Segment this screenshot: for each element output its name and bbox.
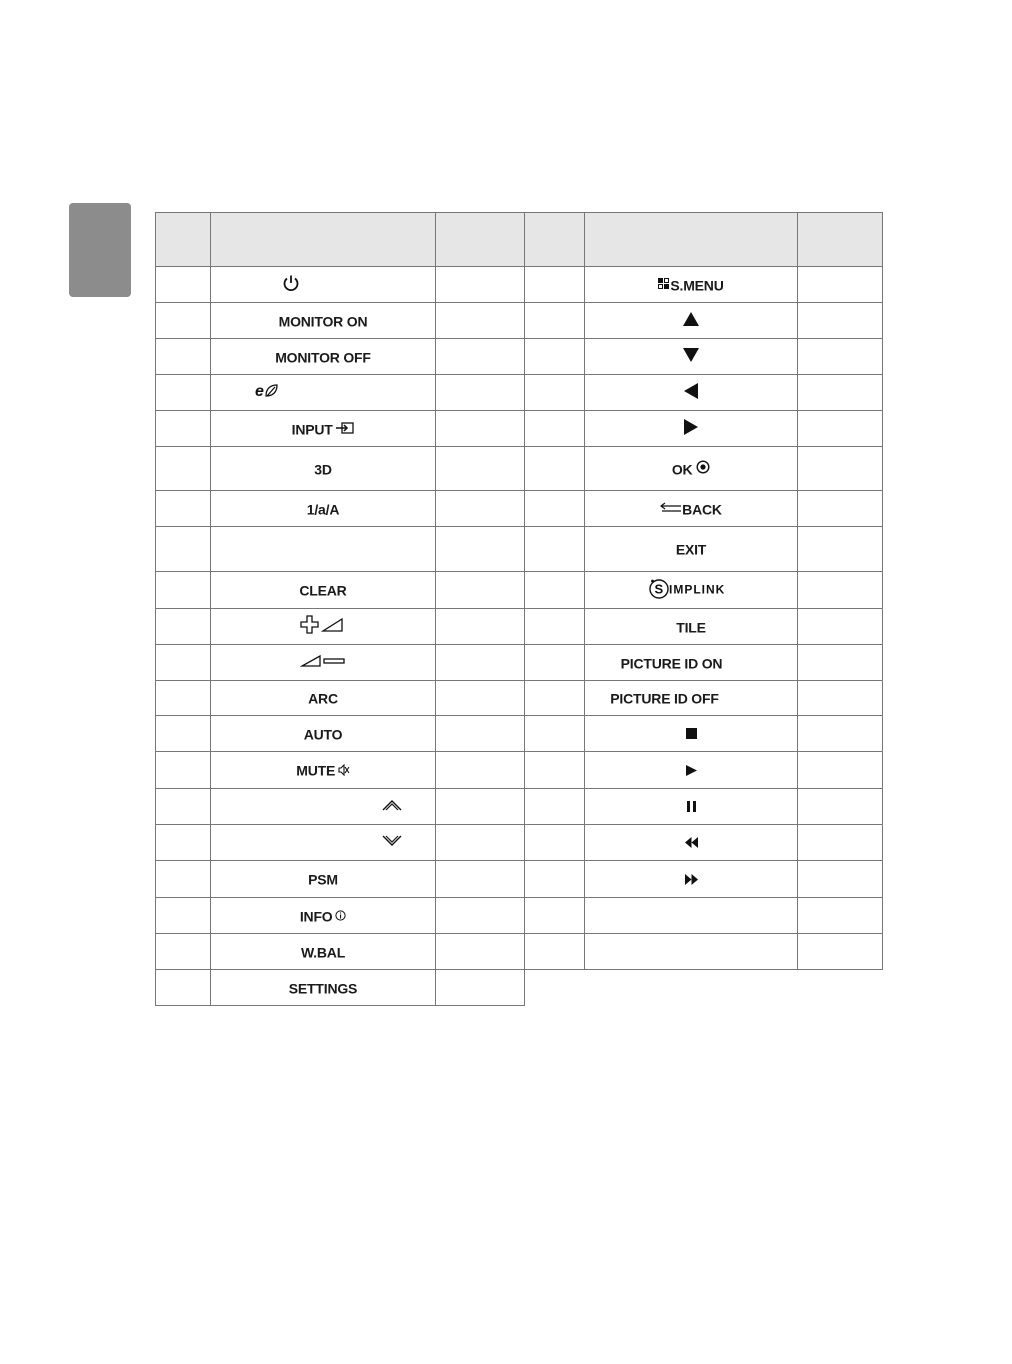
key-label: PICTURE ID OFF [610,690,719,707]
key-label: 1/a/A [306,501,340,518]
energy-saving-icon [255,383,279,402]
key-cell [211,339,436,375]
code-cell [525,447,585,491]
table-row [525,752,883,789]
key-cell [585,447,798,491]
note-cell [436,411,525,447]
code-cell [525,491,585,527]
table-row [156,716,525,752]
table-row [156,934,525,970]
code-cell [156,789,211,825]
key-cell [585,339,798,375]
code-cell [525,339,585,375]
table-row [156,825,525,861]
note-cell [436,267,525,303]
note-cell [436,825,525,861]
note-cell [798,375,883,411]
table-row [525,527,883,572]
key-cell [211,491,436,527]
power-icon [282,274,300,295]
note-cell [436,681,525,716]
key-cell [211,267,436,303]
table-row [156,491,525,527]
note-cell [798,645,883,681]
key-cell [211,447,436,491]
table-row [525,716,883,752]
note-cell [798,861,883,898]
code-cell [156,970,211,1006]
code-cell [156,934,211,970]
note-cell [436,491,525,527]
note-cell [436,609,525,645]
note-cell [436,572,525,609]
key-label: TILE [676,619,706,636]
code-cell [156,572,211,609]
table-row [525,825,883,861]
table-row [525,645,883,681]
note-cell [798,789,883,825]
table-row [525,491,883,527]
mute-icon [338,763,350,779]
key-cell [211,303,436,339]
key-cell [585,527,798,572]
code-cell [156,527,211,572]
key-cell [585,609,798,645]
table-row [525,898,883,934]
table-row [156,527,525,572]
header-cell [525,213,585,267]
table-row [525,303,883,339]
code-cell [156,898,211,934]
table-row [525,339,883,375]
key-cell [211,572,436,609]
table-row [525,861,883,898]
code-cell [156,491,211,527]
table-row [156,572,525,609]
note-cell [436,375,525,411]
simplink-logo [649,578,733,603]
table-row [525,267,883,303]
remote-key-table-right [524,212,883,970]
key-label: MONITOR ON [278,313,368,330]
table-row [525,681,883,716]
note-cell [798,303,883,339]
note-cell [436,716,525,752]
key-cell [211,375,436,411]
table-row [156,609,525,645]
key-cell [211,861,436,898]
note-cell [798,825,883,861]
key-label: BACK [682,501,722,518]
code-cell [525,681,585,716]
key-cell [211,970,436,1006]
code-cell [156,447,211,491]
key-label: W.BAL [300,944,346,961]
note-cell [798,411,883,447]
key-label: 3D [314,461,332,478]
key-label: PSM [308,871,338,888]
code-cell [156,752,211,789]
key-cell [211,527,436,572]
key-cell [211,825,436,861]
note-cell [798,934,883,970]
note-cell [798,609,883,645]
note-cell [436,527,525,572]
note-cell [798,898,883,934]
simplink-text: IMPLINK [669,582,726,596]
fast-forward-icon [685,872,698,888]
note-cell [798,572,883,609]
key-cell [585,752,798,789]
table-row [156,681,525,716]
key-label: CLEAR [299,582,347,599]
key-cell [585,411,798,447]
note-cell [798,681,883,716]
key-cell [211,645,436,681]
code-cell [156,375,211,411]
note-cell [436,645,525,681]
header-cell [585,213,798,267]
code-cell [525,934,585,970]
key-label: INPUT [291,421,333,438]
table-header-row [525,213,883,267]
table-row [156,267,525,303]
table-row [156,789,525,825]
code-cell [525,825,585,861]
code-cell [525,527,585,572]
volume-down-icon [300,654,346,671]
note-cell [436,752,525,789]
table-row [525,447,883,491]
code-cell [156,411,211,447]
key-label: AUTO [303,726,343,743]
key-label: EXIT [675,541,707,558]
remote-key-table-left [155,212,525,1006]
key-label: MUTE [296,762,336,779]
chevron-up-icon [381,798,403,815]
key-label: OK [671,460,693,477]
code-cell [525,375,585,411]
table-row [156,447,525,491]
volume-up-icon [300,615,346,638]
code-cell [156,681,211,716]
table-row [156,752,525,789]
chevron-down-icon [381,834,403,851]
table-row [156,861,525,898]
note-cell [436,934,525,970]
code-cell [525,303,585,339]
table-row [525,411,883,447]
arrow-right-icon [683,418,699,439]
key-cell [211,934,436,970]
table-row [156,339,525,375]
note-cell [798,752,883,789]
table-row [525,375,883,411]
key-cell [211,411,436,447]
code-cell [525,609,585,645]
table-row [525,934,883,970]
table-row [156,645,525,681]
header-cell [156,213,211,267]
key-cell [211,609,436,645]
note-cell [436,789,525,825]
key-cell [211,681,436,716]
table-row [525,609,883,645]
key-cell [585,898,798,934]
code-cell [156,609,211,645]
key-cell [585,491,798,527]
header-cell [798,213,883,267]
stop-icon [686,726,697,742]
svg-text:S: S [654,581,663,596]
code-cell [525,789,585,825]
smenu-icon [658,277,670,293]
back-icon [660,501,682,517]
note-cell [798,491,883,527]
header-cell [211,213,436,267]
code-cell [525,411,585,447]
key-cell [585,789,798,825]
key-cell [211,898,436,934]
key-label: INFO [299,908,333,925]
arrow-down-icon [682,347,700,366]
code-cell [156,825,211,861]
note-cell [798,267,883,303]
code-cell [156,267,211,303]
svg-text:e: e [255,383,264,399]
code-cell [156,339,211,375]
table-header-row [156,213,525,267]
arrow-up-icon [682,311,700,330]
key-cell [585,303,798,339]
table-row [156,411,525,447]
code-cell [525,572,585,609]
key-cell [585,572,798,609]
code-cell [525,716,585,752]
table-row [525,572,883,609]
key-cell [585,861,798,898]
rewind-icon [685,835,698,851]
note-cell [436,447,525,491]
code-cell [156,861,211,898]
header-cell [436,213,525,267]
key-label: SETTINGS [288,980,358,997]
input-icon [336,421,354,437]
table-row [156,970,525,1006]
note-cell [436,970,525,1006]
table-row [156,898,525,934]
note-cell [798,339,883,375]
table-row [525,789,883,825]
key-cell [585,645,798,681]
key-cell [211,789,436,825]
code-cell [156,716,211,752]
key-cell [585,681,798,716]
ok-icon [696,460,710,477]
table-row [156,375,525,411]
note-cell [436,898,525,934]
code-cell [525,267,585,303]
pause-icon [687,799,696,815]
note-cell [798,447,883,491]
note-cell [798,716,883,752]
key-label: ARC [308,690,338,707]
note-cell [798,527,883,572]
code-cell [525,898,585,934]
code-cell [525,861,585,898]
code-cell [156,303,211,339]
key-label: PICTURE ID ON [620,655,723,672]
code-cell [525,752,585,789]
code-cell [525,645,585,681]
note-cell [436,339,525,375]
key-label: MONITOR OFF [275,349,371,366]
arrow-left-icon [683,382,699,403]
key-cell [585,375,798,411]
key-cell [211,752,436,789]
code-cell [156,645,211,681]
play-icon [686,763,697,779]
key-cell [585,267,798,303]
note-cell [436,303,525,339]
key-cell [585,716,798,752]
table-row [156,303,525,339]
key-label: S.MENU [670,277,724,294]
key-cell [585,825,798,861]
note-cell [436,861,525,898]
key-cell [585,934,798,970]
key-cell [211,716,436,752]
info-icon [335,908,346,924]
language-tab [69,203,131,297]
